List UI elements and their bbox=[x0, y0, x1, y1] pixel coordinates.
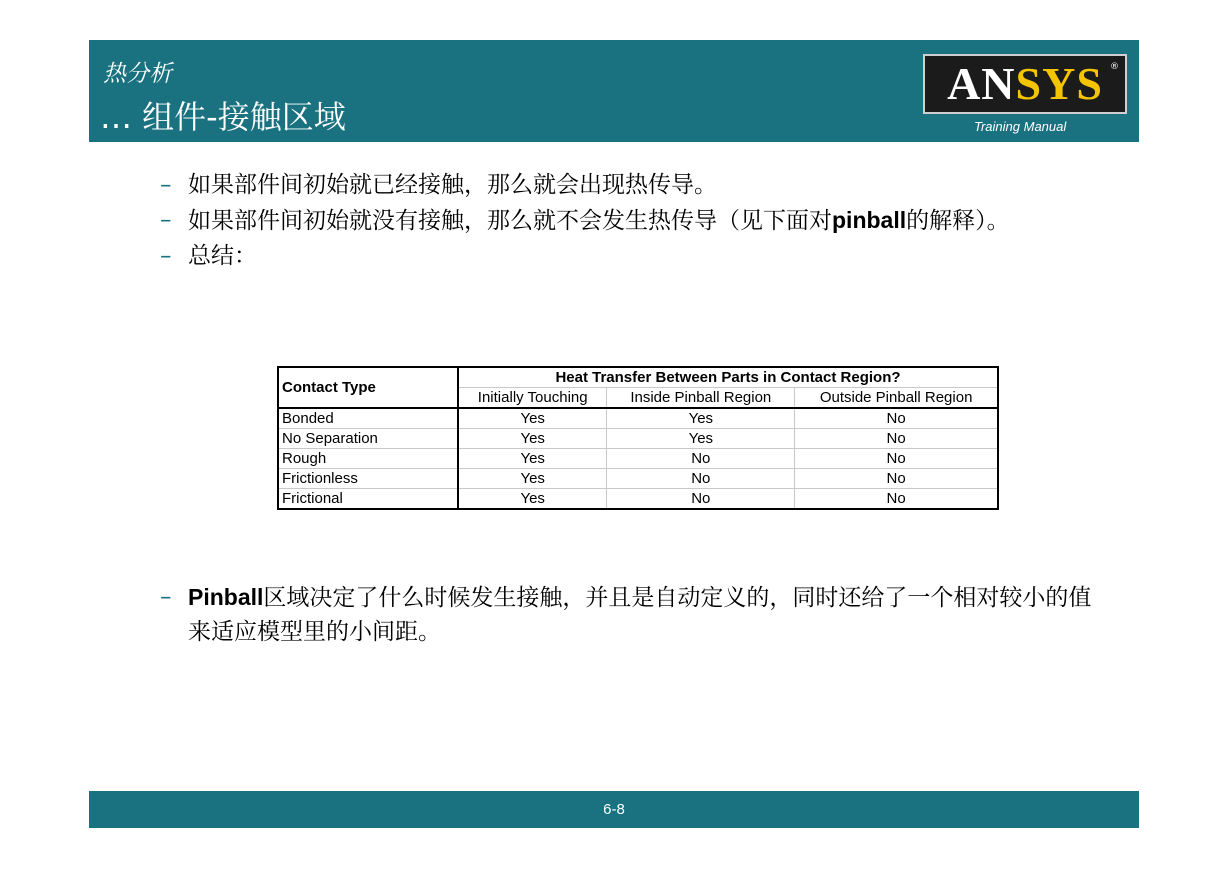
bullet-text-bold: Pinball bbox=[188, 584, 264, 610]
cell-inside-pinball: No bbox=[607, 469, 795, 489]
slide-subtitle: 热分析 bbox=[103, 61, 172, 87]
bullet-text bbox=[188, 203, 1100, 239]
cell-initially-touching: Yes bbox=[458, 449, 607, 469]
cell-outside-pinball: No bbox=[886, 490, 906, 507]
bullet-text-pre: 如果部件间初始就没有接触，那么就不会发生热传导（见下面对 bbox=[188, 208, 832, 234]
sub-header-outside-pinball: Outside Pinball Region bbox=[795, 388, 998, 409]
logo-text-sys: SYS bbox=[1015, 58, 1103, 109]
bullet-dash: – bbox=[160, 243, 172, 269]
cell-inside-pinball: Yes bbox=[607, 429, 795, 449]
cell-outside-pinball: No bbox=[795, 449, 998, 469]
bullet-text: 总结： bbox=[188, 243, 257, 269]
bullet-item bbox=[160, 580, 1100, 649]
cell-contact-type: Bonded bbox=[278, 408, 458, 429]
bullet-text-body: 区域决定了什么时候发生接触，并且是自动定义的，同时还给了一个相对较小的值来适应模型里的小间距。 bbox=[188, 585, 1092, 645]
cell-contact-type: Frictional bbox=[278, 489, 458, 510]
cell-contact-type: No Separation bbox=[278, 429, 458, 449]
cell-contact-type: Frictionless bbox=[278, 469, 458, 489]
cell-inside-pinball: No bbox=[607, 489, 795, 510]
contact-summary-table bbox=[277, 366, 999, 510]
table-row bbox=[278, 408, 998, 429]
cell-outside-pinball: No bbox=[795, 469, 998, 489]
page-number: 6-8 bbox=[603, 801, 625, 818]
bullet-text-bold: pinball bbox=[832, 207, 907, 233]
bullet-text: 如果部件间初始就已经接触，那么就会出现热传导。 bbox=[188, 172, 717, 198]
bullet-item bbox=[160, 239, 1100, 274]
logo-text-an: AN bbox=[947, 58, 1016, 109]
cell-inside-pinball: Yes bbox=[607, 408, 795, 429]
bullet-item bbox=[160, 203, 1100, 239]
cell-inside-pinball: No bbox=[607, 449, 795, 469]
table-row bbox=[278, 429, 998, 449]
bullet-dash: – bbox=[160, 172, 172, 198]
bullet-item bbox=[160, 168, 1100, 203]
bullet-dash: – bbox=[160, 584, 172, 610]
bullet-text-post: 的解释）。 bbox=[906, 208, 1010, 234]
slide-title: … 组件-接触区域 bbox=[100, 98, 346, 136]
bullet-text bbox=[188, 580, 1100, 649]
ansys-logo bbox=[923, 54, 1127, 114]
table-row bbox=[278, 489, 998, 510]
cell-initially-touching: Yes bbox=[458, 469, 607, 489]
contact-type-header: Contact Type bbox=[278, 367, 458, 408]
cell-initially-touching: Yes bbox=[458, 429, 607, 449]
sub-header-initially-touching: Initially Touching bbox=[458, 388, 607, 409]
table-row bbox=[278, 469, 998, 489]
bullet-list bbox=[160, 168, 1100, 274]
cell-initially-touching: Yes bbox=[458, 408, 607, 429]
cell-initially-touching: Yes bbox=[458, 489, 607, 510]
slide-footer bbox=[89, 791, 1139, 828]
cell-outside-pinball: No bbox=[795, 429, 998, 449]
table-row bbox=[278, 449, 998, 469]
bullet-dash: – bbox=[160, 207, 172, 233]
registered-mark: ® bbox=[1110, 62, 1119, 72]
slide-header bbox=[89, 40, 1139, 142]
bullet-list-bottom bbox=[160, 580, 1100, 649]
training-manual-label: Training Manual bbox=[974, 119, 1067, 134]
cell-contact-type: Rough bbox=[278, 449, 458, 469]
heat-transfer-header: Heat Transfer Between Parts in Contact Region? bbox=[458, 367, 998, 388]
sub-header-inside-pinball: Inside Pinball Region bbox=[607, 388, 795, 409]
cell-outside-pinball: No bbox=[795, 408, 998, 429]
